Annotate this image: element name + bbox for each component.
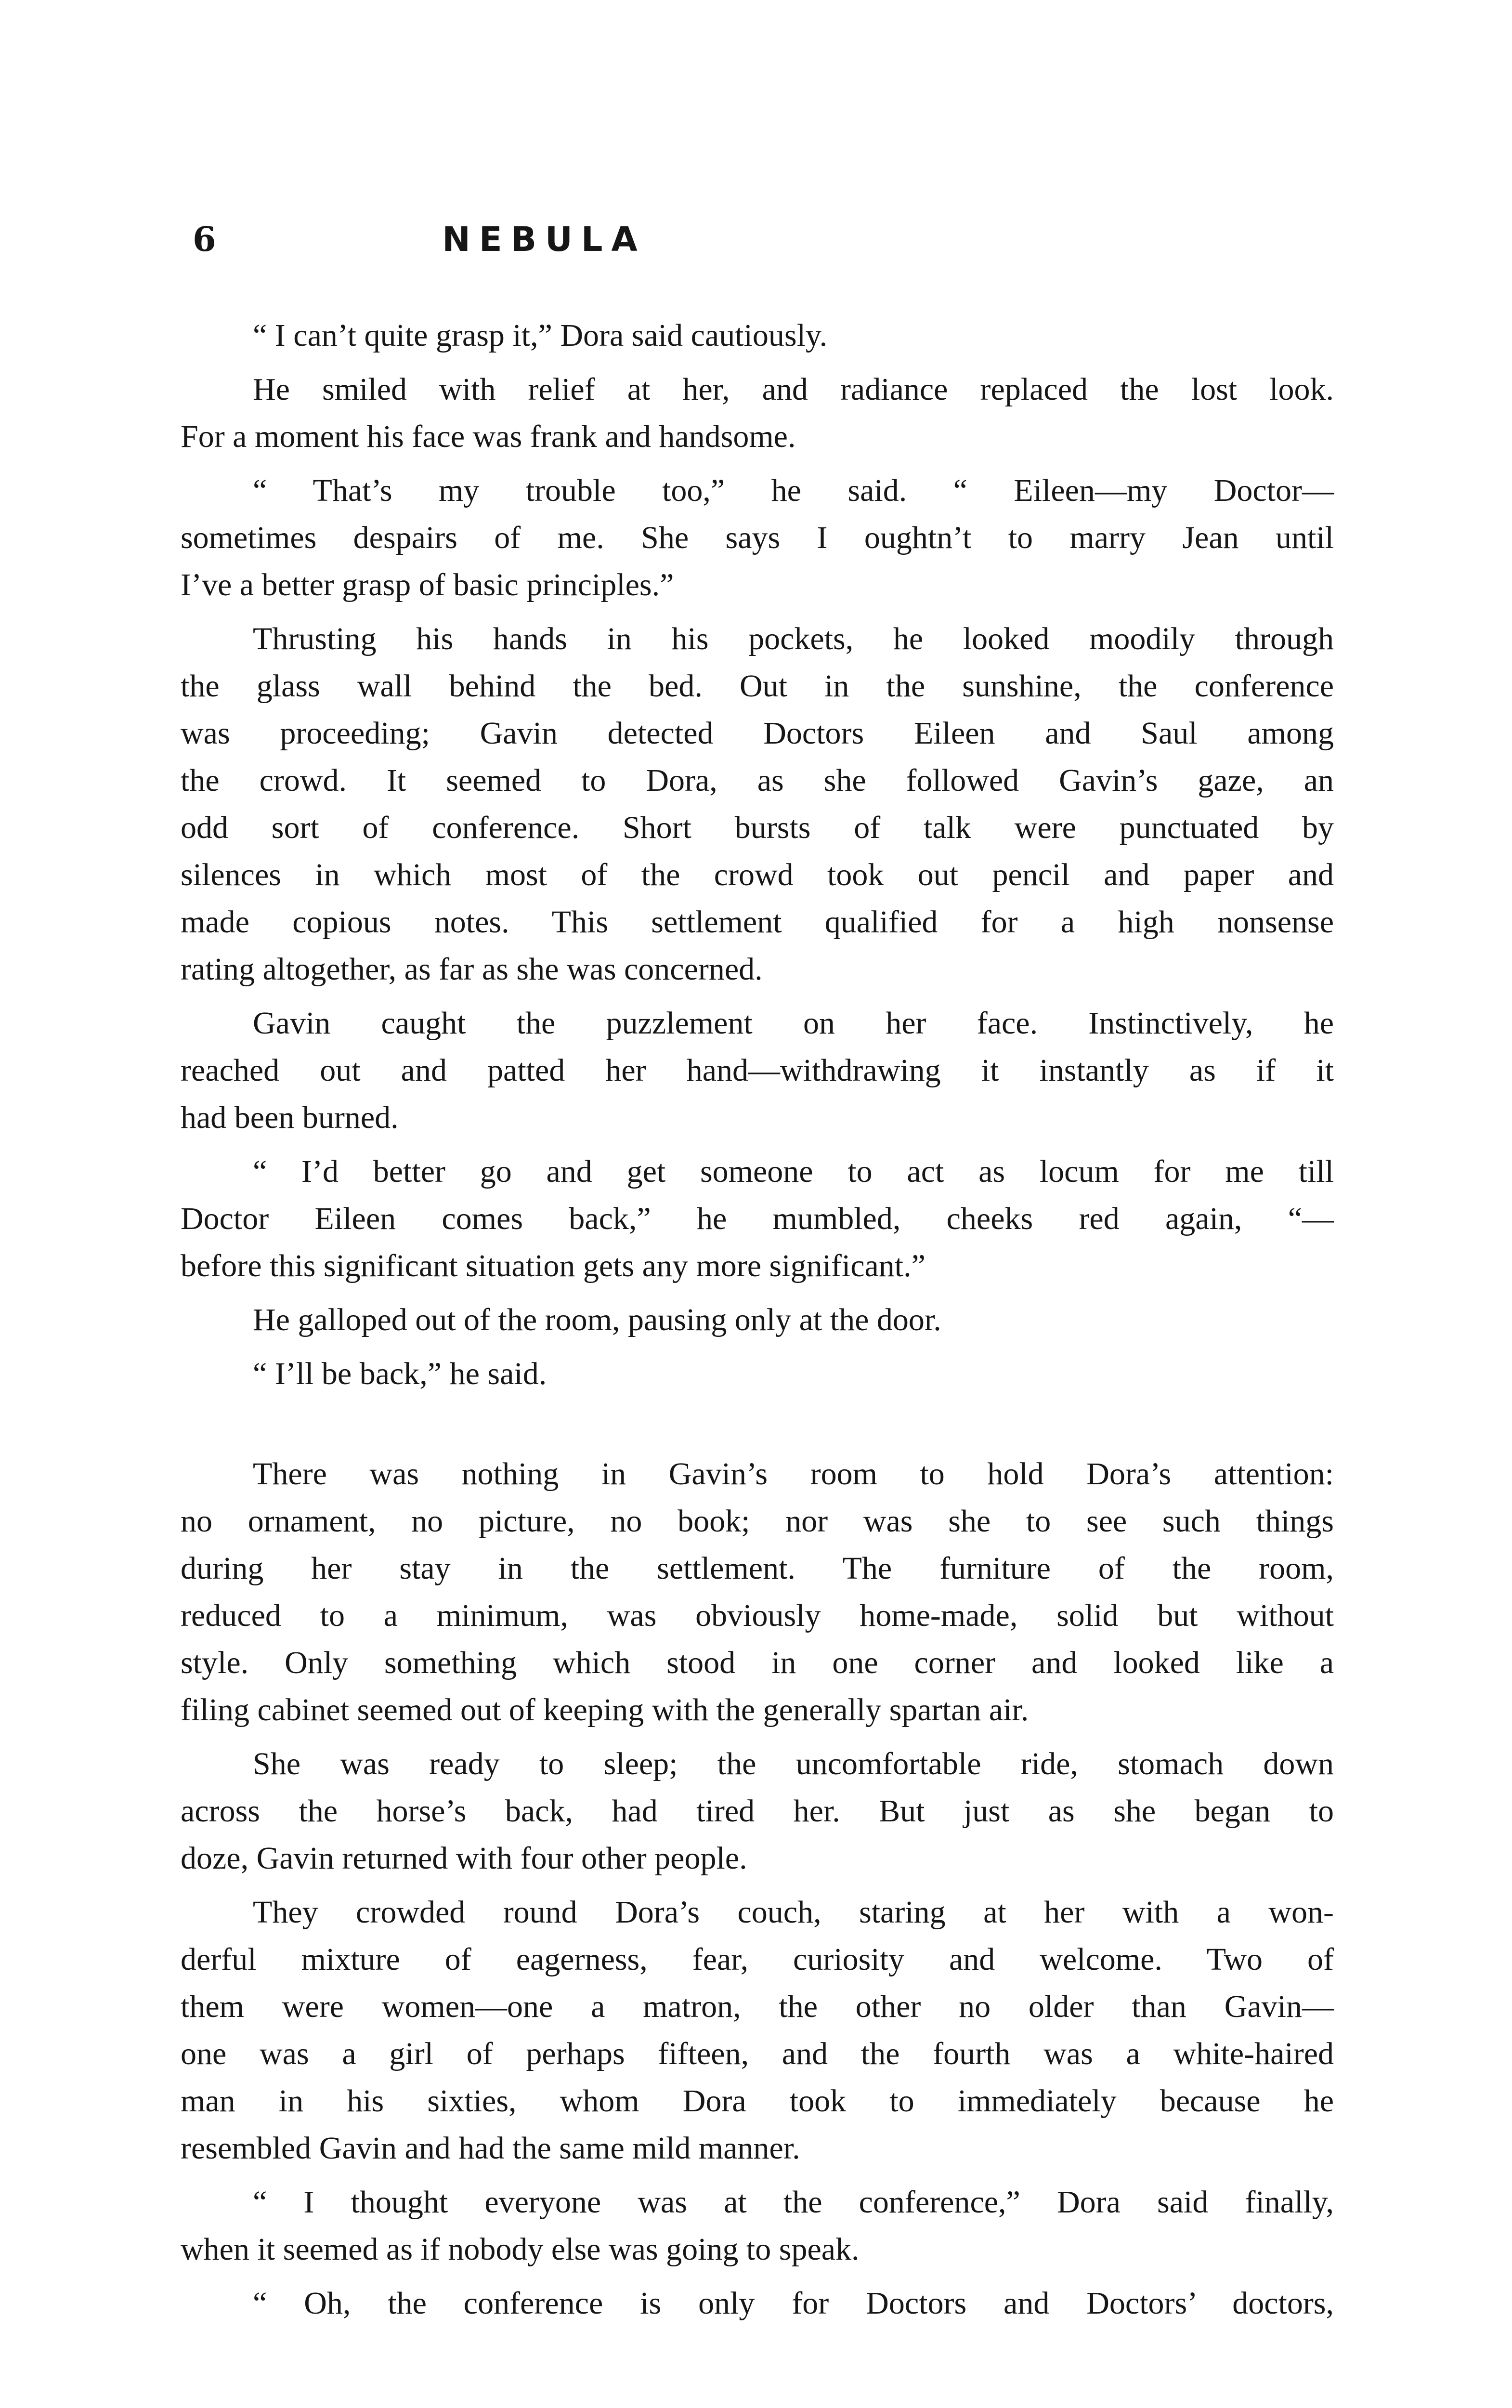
text-line: doze, Gavin returned with four other people.	[181, 1841, 747, 1876]
text-line: silences in which most of the crowd took out pencil and paper and	[181, 857, 1334, 892]
text-line: before this significant situation gets any more significant.”	[181, 1248, 925, 1283]
text-line: odd sort of conference. Short bursts of talk were punctuated by	[181, 810, 1334, 845]
text-line: “ I can’t quite grasp it,” Dora said cautiously.	[253, 318, 828, 353]
text-line: the crowd. It seemed to Dora, as she followed Gavin’s gaze, an	[181, 763, 1334, 798]
text-line: rating altogether, as far as she was concerned.	[181, 952, 763, 987]
page-header	[193, 218, 896, 261]
paragraph	[181, 1451, 1334, 1734]
text-line: them were women—one a matron, the other no older than Gavin—	[181, 1989, 1334, 2024]
text-line: resembled Gavin and had the same mild manner.	[181, 2131, 800, 2166]
body-text	[181, 312, 1334, 2334]
text-line: “ I thought everyone was at the conference,” Dora said finally,	[253, 2185, 1334, 2220]
paragraph	[181, 1296, 1334, 1344]
paragraph	[181, 1000, 1334, 1141]
paragraph	[181, 615, 1334, 993]
text-line: “ I’d better go and get someone to act as locum for me till	[253, 1154, 1334, 1189]
text-line: I’ve a better grasp of basic principles.”	[181, 567, 674, 602]
text-line: when it seemed as if nobody else was going to speak.	[181, 2232, 860, 2267]
text-line: Doctor Eileen comes back,” he mumbled, cheeks red again, “—	[181, 1201, 1334, 1236]
section-break	[181, 1404, 1334, 1451]
text-line: was proceeding; Gavin detected Doctors Eileen and Saul among	[181, 716, 1334, 751]
text-line: style. Only something which stood in one corner and looked like a	[181, 1645, 1334, 1680]
paragraph	[181, 1148, 1334, 1290]
text-line: across the horse’s back, had tired her. But just as she began to	[181, 1793, 1334, 1829]
paragraph	[181, 366, 1334, 460]
text-line: sometimes despairs of me. She says I oughtn’t to marry Jean until	[181, 520, 1334, 555]
text-line: the glass wall behind the bed. Out in the sunshine, the conference	[181, 668, 1334, 704]
text-line: no ornament, no picture, no book; nor was she to see such things	[181, 1504, 1334, 1539]
text-line: derful mixture of eagerness, fear, curiosity and welcome. Two of	[181, 1942, 1334, 1977]
text-line: filing cabinet seemed out of keeping with the generally spartan air.	[181, 1692, 1029, 1727]
text-line: had been burned.	[181, 1100, 399, 1135]
text-line: “ That’s my trouble too,” he said. “ Eileen—my Doctor—	[253, 473, 1334, 508]
text-line: reached out and patted her hand—withdrawing it instantly as if it	[181, 1053, 1334, 1088]
text-line: He galloped out of the room, pausing only at the door.	[253, 1302, 941, 1337]
paragraph	[181, 2179, 1334, 2273]
text-line: Thrusting his hands in his pockets, he looked moodily through	[253, 621, 1334, 656]
text-line: made copious notes. This settlement qualified for a high nonsense	[181, 904, 1334, 940]
paragraph	[181, 1889, 1334, 2172]
text-line: “ Oh, the conference is only for Doctors and Doctors’ doctors,	[253, 2286, 1334, 2321]
paragraph	[181, 1350, 1334, 1398]
paragraph	[181, 467, 1334, 609]
paragraph	[181, 2280, 1334, 2327]
running-head: NEBULA	[442, 220, 646, 259]
page-number: 6	[193, 219, 216, 259]
text-line: “ I’ll be back,” he said.	[253, 1356, 547, 1391]
paragraph	[181, 1741, 1334, 1882]
text-line: reduced to a minimum, was obviously home-made, solid but without	[181, 1598, 1334, 1633]
text-line: during her stay in the settlement. The furniture of the room,	[181, 1551, 1334, 1586]
text-line: one was a girl of perhaps fifteen, and the fourth was a white-haired	[181, 2036, 1334, 2071]
text-line: She was ready to sleep; the uncomfortable ride, stomach down	[253, 1746, 1334, 1781]
text-line: For a moment his face was frank and handsome.	[181, 419, 796, 454]
text-line: Gavin caught the puzzlement on her face. Instinctively, he	[253, 1006, 1334, 1041]
paragraph	[181, 312, 1334, 359]
text-line: He smiled with relief at her, and radiance replaced the lost look.	[253, 372, 1334, 407]
text-line: man in his sixties, whom Dora took to immediately because he	[181, 2083, 1334, 2119]
text-line: They crowded round Dora’s couch, staring at her with a won-	[253, 1895, 1334, 1930]
text-line: There was nothing in Gavin’s room to hold Dora’s attention:	[253, 1456, 1334, 1492]
